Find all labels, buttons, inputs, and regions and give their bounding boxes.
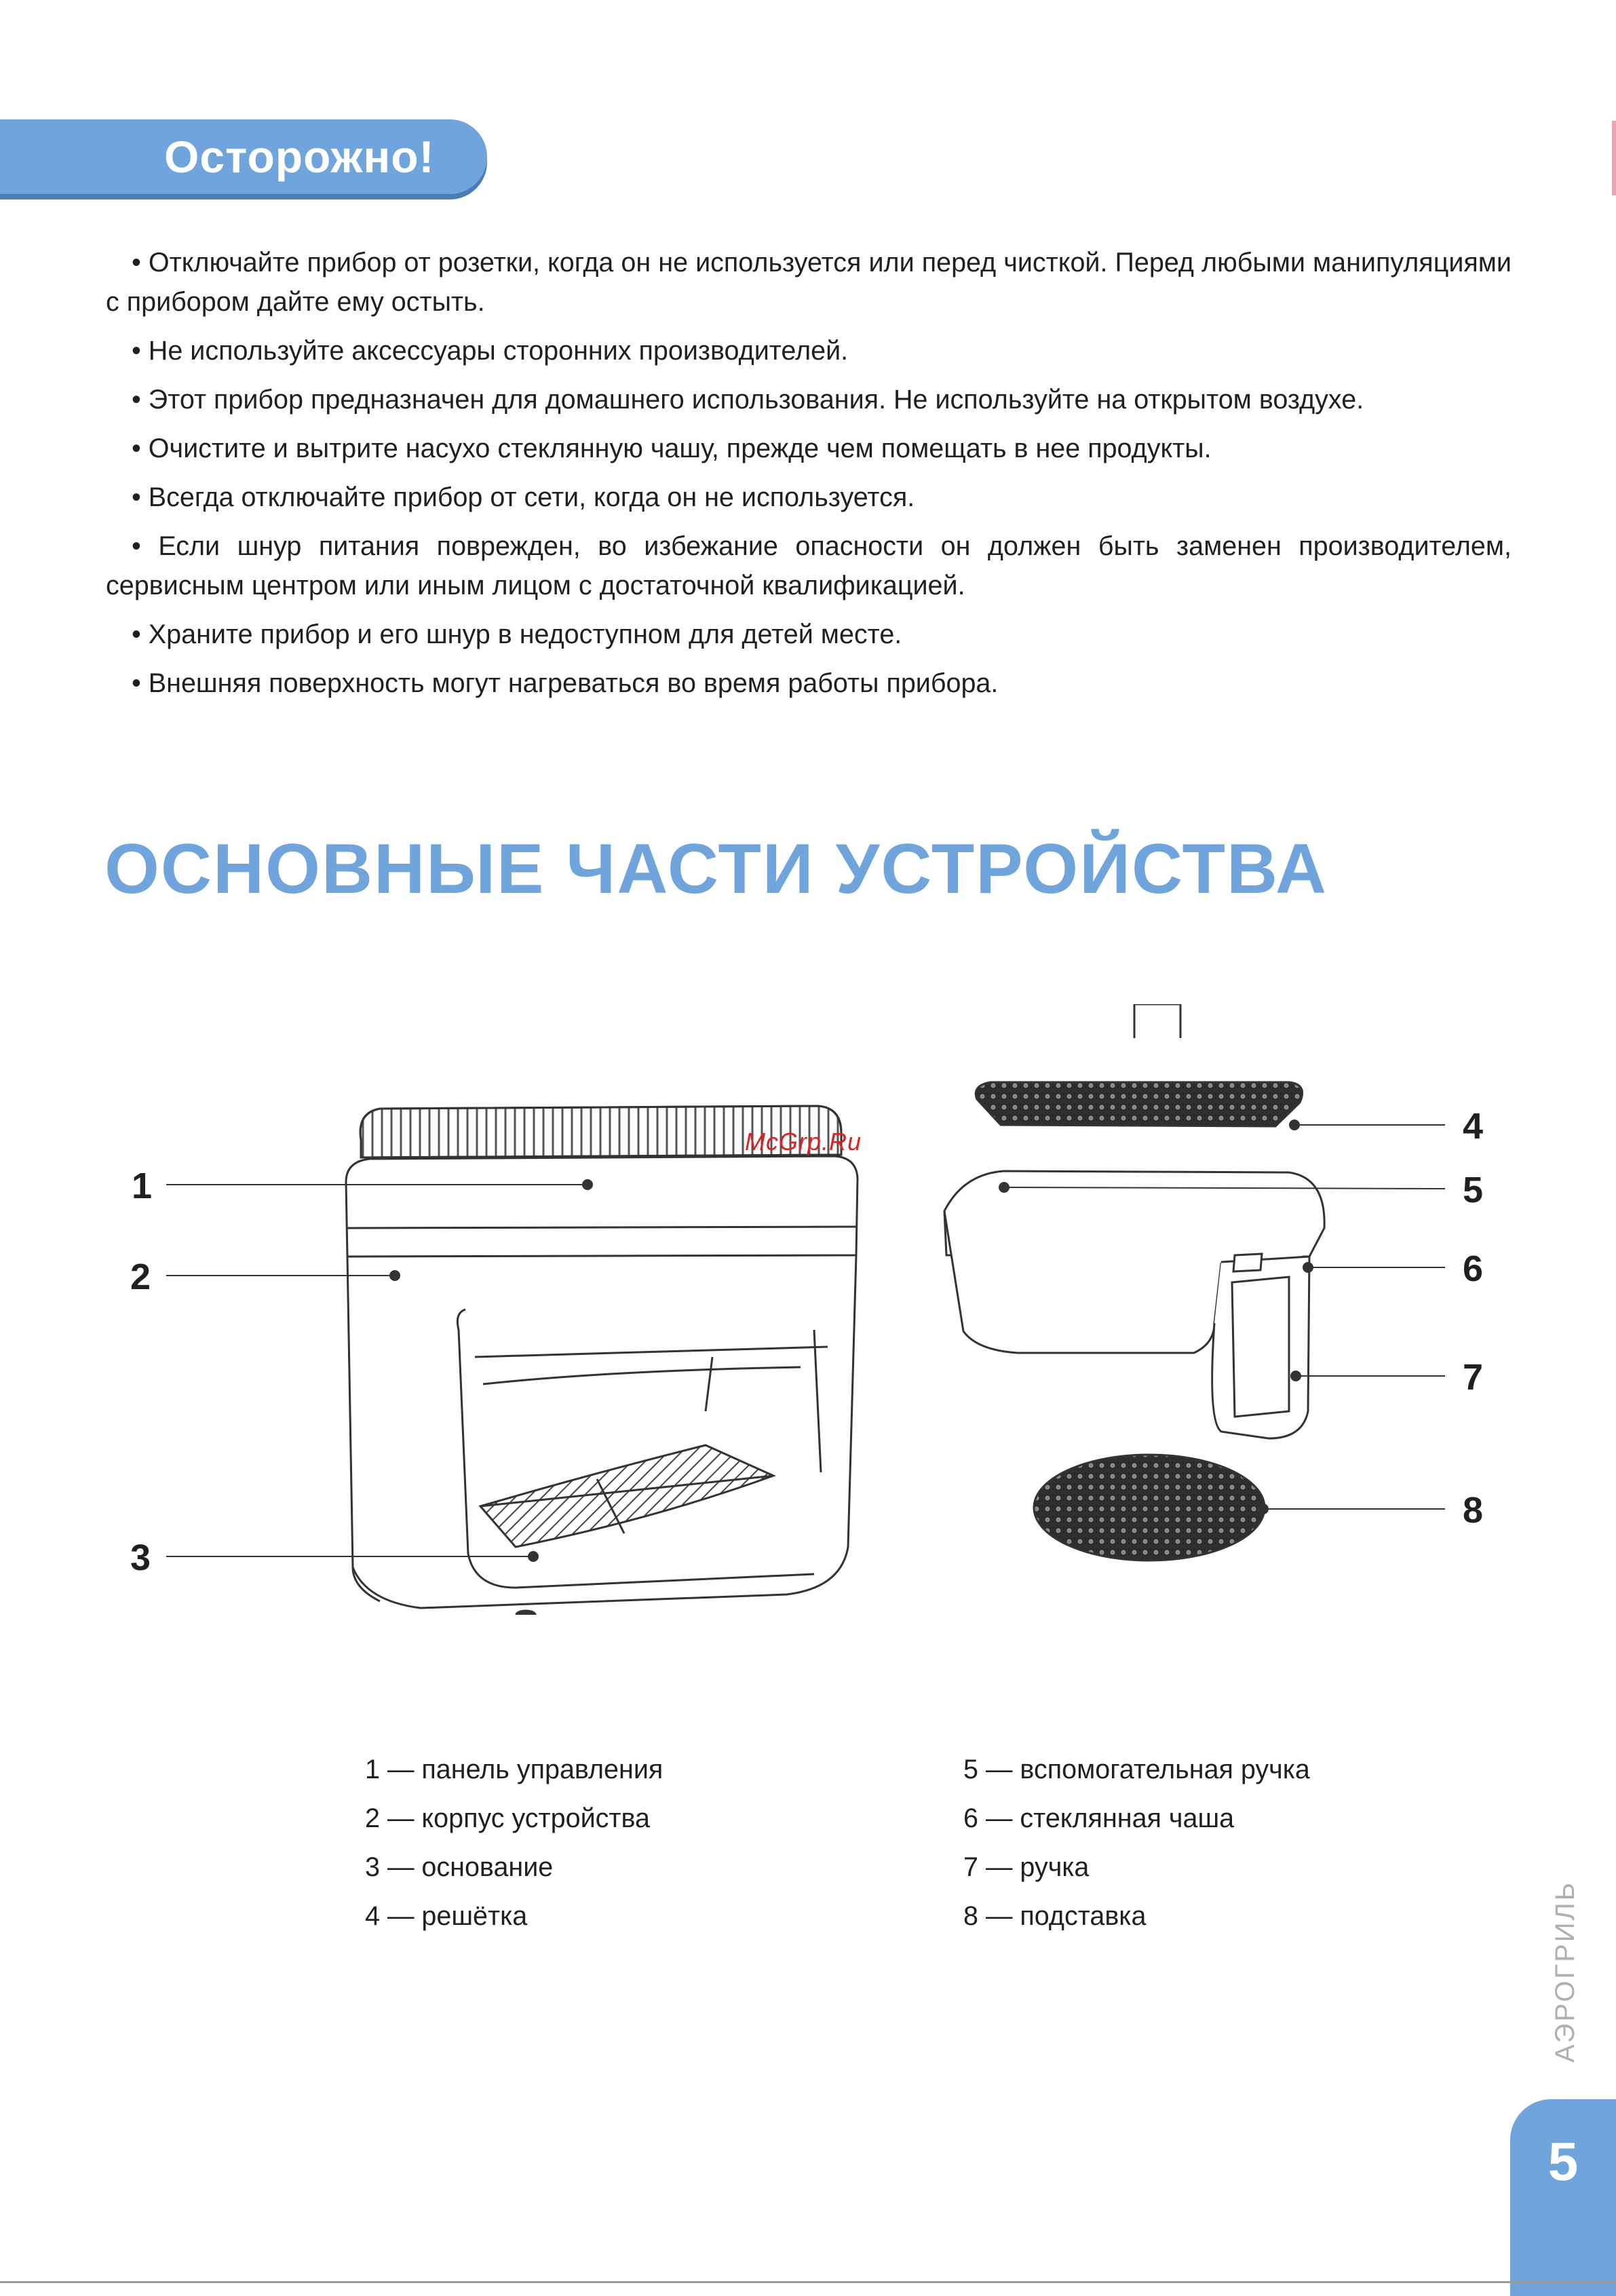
legend-item: 8 — подставка [963,1901,1147,1931]
warning-item: • Всегда отключайте прибор от сети, когда он не используется. [132,482,915,512]
callout-8: 8 [1463,1490,1484,1531]
legend-item: 3 — основание [365,1852,554,1882]
callout-6: 6 [1463,1248,1484,1289]
legend-item: 5 — вспомогательная ручка [963,1755,1310,1784]
legend-left [365,1745,663,1940]
parts-diagram [0,1004,1616,1615]
callout-5: 5 [1463,1170,1484,1210]
parts-section-title: ОСНОВНЫЕ ЧАСТИ УСТРОЙСТВА [104,830,1328,908]
air-fryer-illustration [346,1106,858,1615]
legend-right [963,1745,1310,1940]
callout-2: 2 [130,1257,151,1297]
callout-7: 7 [1463,1357,1484,1398]
watermark: McGrp.Ru [745,1128,862,1155]
warning-item: • Не используйте аксессуары сторонних производителей. [132,336,849,366]
legend-item: 1 — панель управления [365,1755,663,1784]
warning-item: • Очистите и вытрите насухо стеклянную чашу, прежде чем помещать в нее продукты. [132,434,1212,463]
legend-item: 4 — решётка [365,1901,528,1931]
warning-item: • Этот прибор предназначен для домашнего использования. Не используйте на открытом воздухе. [132,385,1364,415]
glass-bowl-illustration [944,1171,1324,1438]
side-section-label: АЭРОГРИЛЬ [1550,1880,1580,2063]
stand-illustration [1034,1455,1265,1561]
page-number: 5 [1547,2131,1579,2192]
warning-item: • Внешняя поверхность могут нагреваться во время работы прибора. [132,668,999,698]
grill-rack-illustration [976,1004,1302,1126]
legend-item: 6 — стеклянная чаша [963,1803,1235,1833]
warning-item: • Храните прибор и его шнур в недоступном для детей месте. [132,619,902,649]
legend-item: 2 — корпус устройства [365,1803,650,1833]
legend-item: 7 — ручка [963,1852,1090,1882]
callout-3: 3 [130,1537,151,1578]
callout-1: 1 [132,1166,153,1206]
edge-marker [1612,121,1616,195]
callout-4: 4 [1463,1106,1484,1147]
warning-title: Осторожно! [164,132,435,182]
warning-item: • Если шнур питания поврежден, во избежание опасности он должен быть заменен производителем, сервисным центром или иным лицом с достаточной квалификацией. [106,531,1512,600]
warning-list [106,243,1512,712]
bottom-rule [0,2281,1616,2283]
warning-item: • Отключайте прибор от розетки, когда он не используется или перед чисткой. Перед любыми манипуляциями с прибором дайте ему остыть. [106,248,1512,317]
page-number-tab [1510,2099,1616,2296]
